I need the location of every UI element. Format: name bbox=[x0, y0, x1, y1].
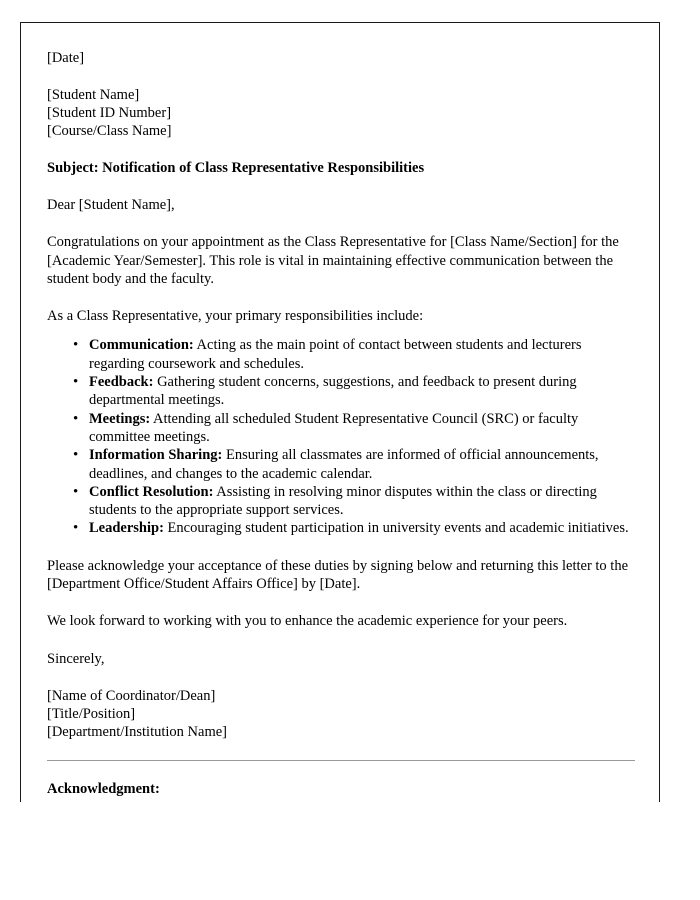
bullet-icon: • bbox=[73, 520, 79, 537]
list-item bbox=[73, 483, 635, 520]
spacer bbox=[47, 593, 635, 612]
signature-title-position: [Title/Position] bbox=[47, 705, 136, 722]
spacer bbox=[47, 214, 635, 233]
responsibilities-list bbox=[47, 336, 635, 537]
responsibility-term: Meetings: bbox=[89, 410, 151, 427]
bullet-icon: • bbox=[73, 374, 79, 391]
responsibility-description: Ensuring all classmates are informed of official announcements, deadlines, and changes to the academic calendar. bbox=[89, 447, 599, 482]
closing-remark-paragraph: We look forward to working with you to enhance the academic experience for your peers. bbox=[47, 613, 568, 630]
list-item bbox=[73, 519, 635, 537]
signature-department-name: [Department/Institution Name] bbox=[47, 723, 227, 740]
spacer bbox=[47, 325, 635, 336]
salutation: Dear [Student Name], bbox=[47, 197, 175, 213]
bullet-icon: • bbox=[73, 337, 79, 354]
responsibility-description: Attending all scheduled Student Representative Council (SRC) or faculty committee meetings. bbox=[89, 410, 579, 445]
signature-coordinator-name: [Name of Coordinator/Dean] bbox=[47, 687, 216, 704]
spacer bbox=[47, 288, 635, 307]
responsibility-description: Gathering student concerns, suggestions, and feedback to present during departmental meetings. bbox=[89, 374, 577, 409]
responsibility-description: Assisting in resolving minor disputes within the class or directing students to the appropriate support services. bbox=[89, 483, 597, 519]
spacer bbox=[47, 631, 635, 650]
list-item bbox=[73, 373, 635, 410]
responsibility-term: Leadership: bbox=[89, 520, 164, 537]
responsibility-term: Feedback: bbox=[89, 374, 154, 391]
list-lead-in: As a Class Representative, your primary responsibilities include: bbox=[47, 308, 424, 325]
letter-content bbox=[47, 49, 635, 798]
bullet-icon: • bbox=[73, 447, 79, 464]
list-item bbox=[73, 410, 635, 447]
spacer bbox=[47, 177, 635, 196]
sign-off: Sincerely, bbox=[47, 650, 105, 667]
responsibility-description: Acting as the main point of contact between students and lecturers regarding coursework and schedules. bbox=[89, 337, 582, 372]
spacer bbox=[47, 761, 635, 780]
spacer bbox=[47, 67, 635, 86]
bullet-icon: • bbox=[73, 483, 79, 500]
responsibility-description: Encouraging student participation in university events and academic initiatives. bbox=[163, 520, 629, 537]
letter-page bbox=[20, 22, 660, 802]
acknowledgment-heading: Acknowledgment: bbox=[47, 780, 160, 797]
spacer bbox=[47, 538, 635, 557]
subject-line: Subject: Notification of Class Representative Responsibilities bbox=[47, 160, 425, 176]
acknowledge-request-paragraph: Please acknowledge your acceptance of these duties by signing below and returning this letter to the [Department Office/Student Affairs Office] by [Date]. bbox=[47, 557, 629, 593]
bullet-icon: • bbox=[73, 410, 79, 427]
spacer bbox=[47, 668, 635, 687]
responsibility-term: Information Sharing: bbox=[89, 447, 223, 464]
date-placeholder: [Date] bbox=[47, 50, 85, 66]
spacer bbox=[47, 140, 635, 159]
responsibility-term: Communication: bbox=[89, 337, 194, 354]
list-item bbox=[73, 336, 635, 373]
intro-paragraph: Congratulations on your appointment as the Class Representative for [Class Name/Section] for the [Academic Year/Semester]. This role is vital in maintaining effective communication between the student body and the faculty. bbox=[47, 234, 619, 287]
responsibility-term: Conflict Resolution: bbox=[89, 483, 214, 500]
recipient-student-id: [Student ID Number] bbox=[47, 105, 172, 121]
list-item bbox=[73, 446, 635, 483]
recipient-student-name: [Student Name] bbox=[47, 87, 140, 103]
recipient-course-name: [Course/Class Name] bbox=[47, 123, 172, 139]
spacer bbox=[47, 741, 635, 760]
